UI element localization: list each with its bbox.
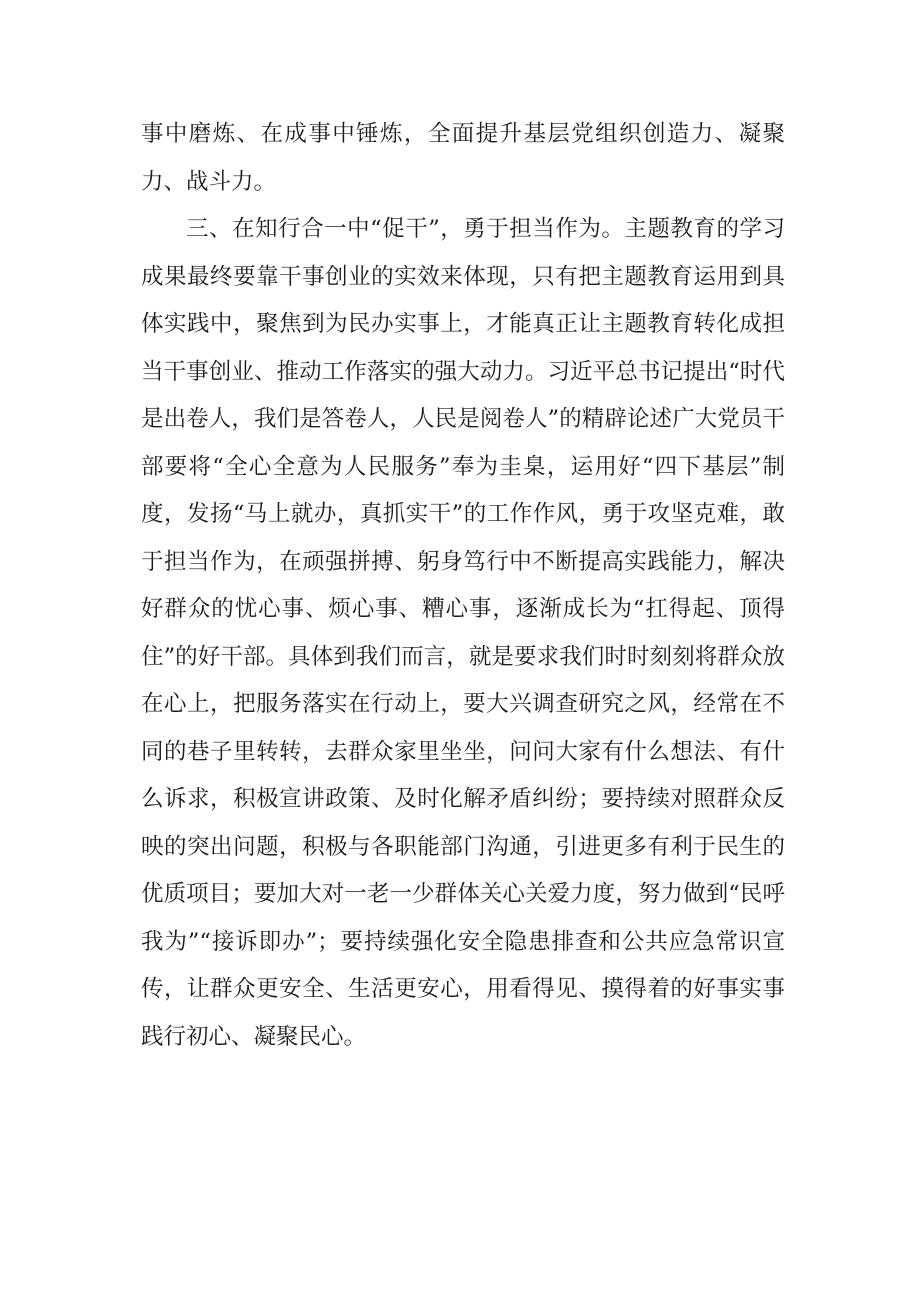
- paragraph-continuation: 事中磨炼、在成事中锤炼，全面提升基层党组织创造力、凝聚力、战斗力。: [141, 121, 785, 195]
- document-body: [141, 111, 785, 1061]
- paragraph-section-three: 三、在知行合一中“促干”，勇于担当作为。主题教育的学习成果最终要靠干事创业的实效来体现，只有把主题教育运用到具体实践中，聚焦到为民办实事上，才能真正让主题教育转化成担当干事创业、推动工作落实的强大动力。习近平总书记提出“时代是出卷人，我们是答卷人，人民是阅卷人”的精辟论述广大党员干部要将“全心全意为人民服务”奉为圭臬，运用好“四下基层”制度，发扬“马上就办，真抓实干”的工作作风，勇于攻坚克难，敢于担当作为，在顽强拼搏、躬身笃行中不断提高实践能力，解决好群众的忧心事、烦心事、糟心事，逐渐成长为“扛得起、顶得住”的好干部。具体到我们而言，就是要求我们时时刻刻将群众放在心上，把服务落实在行动上，要大兴调查研究之风，经常在不同的巷子里转转，去群众家里坐坐，问问大家有什么想法、有什么诉求，积极宣讲政策、及时化解矛盾纠纷；要持续对照群众反映的突出问题，积极与各职能部门沟通，引进更多有利于民生的优质项目；要加大对一老一少群体关心关爱力度，努力做到“民呼我为”“接诉即办”；要持续强化安全隐患排查和公共应急常识宣传，让群众更安全、生活更安心，用看得见、摸得着的好事实事践行初心、凝聚民心。: [141, 216, 785, 1050]
